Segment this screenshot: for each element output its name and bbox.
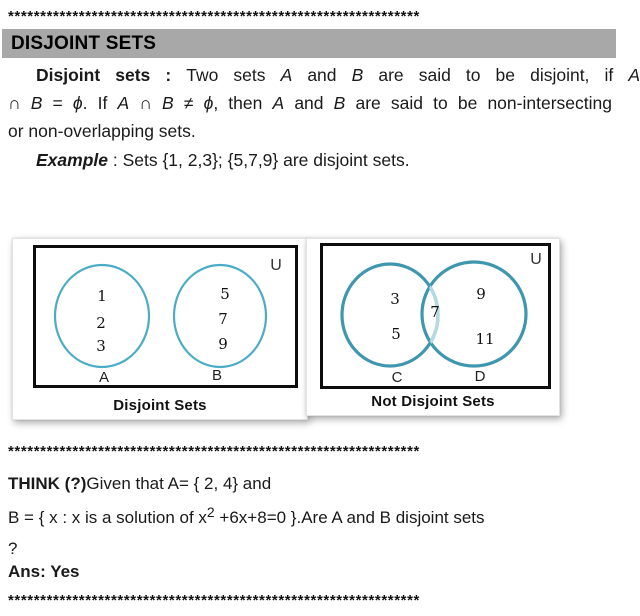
set-letter: B: [351, 65, 364, 85]
think-line-3: ?: [8, 539, 18, 558]
think-line-1: THINK (?)Given that A= { 2, 4} and: [8, 474, 272, 493]
example-line: Example : Sets {1, 2,3}; {5,7,9} are disjoint sets.: [36, 150, 410, 170]
divider-middle: ****************************************************************: [8, 443, 420, 460]
exponent: 2: [206, 504, 215, 520]
venn-diagram-not-disjoint: [320, 243, 551, 389]
set-b-label: B: [211, 367, 223, 384]
element-value: 1: [97, 287, 107, 305]
venn-diagram-disjoint: [33, 245, 298, 388]
figure-caption: Not Disjoint Sets: [371, 393, 495, 410]
set-letter: A: [272, 93, 285, 113]
element-value: 11: [475, 330, 495, 348]
answer-line: Ans: Yes: [8, 562, 80, 581]
venn-svg-right: [323, 246, 548, 386]
figure-caption: Disjoint Sets: [113, 397, 207, 414]
universe-label: U: [530, 251, 542, 268]
phi-symbol: ϕ: [203, 93, 214, 113]
think-line-2: B = { x : x is a solution of $x^2 +6x+8=0$ }.Are A and B disjoint sets: [8, 504, 485, 527]
intro-line-2: ∩ B = ϕ. If A ∩ B ≠ ϕ, then A and B are said to be non-intersecting: [8, 93, 612, 113]
element-value: 9: [218, 335, 228, 353]
set-letter: B: [30, 93, 43, 113]
example-label: Example: [36, 150, 108, 170]
set-c-label: C: [391, 369, 403, 386]
element-value: 2: [96, 314, 106, 332]
element-value: 5: [220, 285, 230, 303]
intersection-value: 7: [430, 303, 440, 321]
element-value: 9: [476, 285, 486, 303]
set-letter: A: [280, 65, 293, 85]
set-a-label: A: [98, 369, 110, 386]
set-d-label: D: [474, 368, 486, 385]
element-value: 3: [96, 337, 106, 355]
divider-top: ****************************************************************: [8, 8, 420, 25]
intro-lead: Disjoint sets :: [36, 65, 187, 85]
element-value: 3: [390, 290, 400, 308]
intro-line-1: Disjoint sets : Two sets A and B are said to be disjoint, if A: [36, 65, 640, 85]
set-letter: B: [333, 93, 346, 113]
divider-bottom: ****************************************************************: [8, 592, 420, 609]
set-letter: A: [117, 93, 130, 113]
intro-line-3: or non-overlapping sets.: [8, 121, 196, 141]
venn-svg-left: [36, 248, 295, 385]
set-letter: A: [628, 65, 640, 85]
element-value: 5: [391, 325, 401, 343]
set-letter: B: [162, 93, 174, 113]
page-title: DISJOINT SETS: [2, 29, 616, 58]
figure-not-disjoint-sets: [306, 238, 560, 416]
element-value: 7: [218, 310, 228, 328]
phi-symbol: ϕ: [72, 93, 83, 113]
figure-disjoint-sets: [12, 238, 308, 420]
think-label: THINK (?): [8, 474, 87, 493]
universe-label: U: [270, 257, 282, 274]
